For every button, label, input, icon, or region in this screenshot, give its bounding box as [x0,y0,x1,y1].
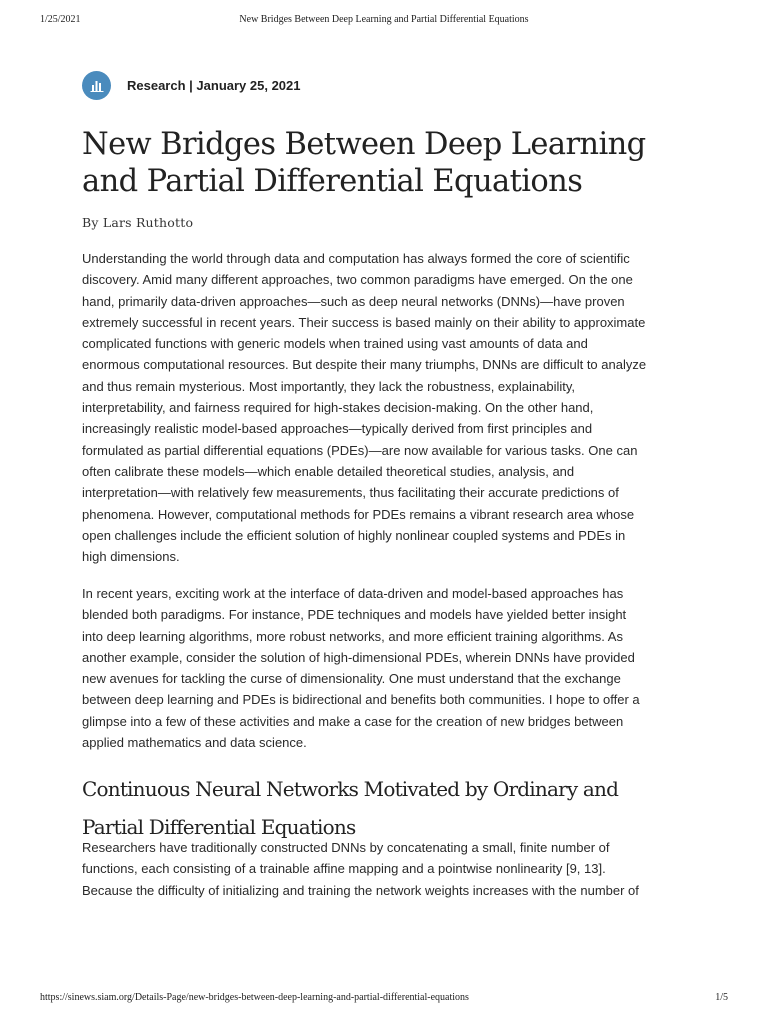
text-line: Researchers have traditionally constructed DNNs by concatenating a small, finite number of [82,840,610,855]
text-line: functions, each consisting of a trainable affine mapping and a pointwise nonlinearity [9, 13]. [82,861,606,877]
text-line: glimpse into a few of these activities and make a case for the creation of new bridges between [82,713,624,729]
text-line: often calibrate these models—which enable detailed theoretical studies, analysis, and [82,463,575,479]
text-line: Because the difficulty of initializing and training the network weights increases with the number of [82,882,639,898]
text-line: formulated as partial differential equations (PDEs)—are now available for various tasks. One can [82,442,638,458]
article-title: New Bridges Between Deep Learning and Partial Differential Equations [82,127,646,199]
category-and-date [127,78,301,93]
text-line: increasingly realistic model-based approaches—typically derived from first principles and [82,421,593,437]
text-line: into deep learning algorithms, more robust networks, and more efficient training algorithms. As [82,628,623,644]
byline: By Lars Ruthotto [82,215,194,230]
publish-date: January 25, 2021 [196,78,301,93]
category-link[interactable]: Research [127,78,186,93]
page-number: 1/5 [715,992,728,1003]
text-line: open challenges include the efficient solution of highly nonlinear coupled systems and PDEs in [82,527,626,543]
print-page-title: New Bridges Between Deep Learning and Partial Differential Equations [239,14,529,25]
print-header [40,14,728,28]
text-line: Partial Differential Equations [82,815,356,839]
text-line: enormous computational resources. But despite their many triumphs, DNNs are difficult to analyze [82,357,647,373]
text-line: phenomena. However, computational methods for PDEs remains a vibrant research area whose [82,506,635,522]
print-footer [40,992,728,1006]
bar-chart-icon [82,71,111,100]
text-line: interpretability, and fairness required for high-stakes decision-making. On the other hand, [82,400,594,416]
print-url: https://sinews.siam.org/Details-Page/new-bridges-between-deep-learning-and-partial-differential-equations [40,992,469,1003]
article-meta [82,71,301,100]
text-line: high dimensions. [82,549,180,565]
text-line: another example, consider the solution of high-dimensional PDEs, wherein DNNs have provided [82,649,635,665]
text-line: hand, primarily data-driven approaches—such as deep neural networks (DNNs)—have proven [82,293,625,309]
text-line: extremely successful in recent years. Their success is based mainly on their ability to approximate [82,314,646,330]
text-line: complicated functions with generic models when trained using vast amounts of data and [82,336,588,352]
text-line: applied mathematics and data science. [82,735,307,751]
text-line: In recent years, exciting work at the interface of data-driven and model-based approaches has [82,586,624,601]
text-line: Continuous Neural Networks Motivated by Ordinary and [82,777,619,801]
paragraph-3 [82,837,692,901]
paragraph-1 [82,248,692,567]
text-line: and thus remain mysterious. Most importantly, they lack the robustness, explainability, [82,378,576,394]
text-line: blended both paradigms. For instance, PDE techniques and models have yielded better insight [82,607,627,623]
text-line: between deep learning and PDEs is bidirectional and benefits both communities. I hope to offer a [82,692,640,708]
meta-separator: | [185,78,197,93]
text-line: discovery. Amid many different approaches, two common paradigms have emerged. On the one [82,272,633,288]
paragraph-2 [82,583,692,753]
section-heading [82,770,702,846]
text-line: new avenues for tackling the curse of dimensionality. One must understand that the exchange [82,671,621,687]
text-line: Understanding the world through data and computation has always formed the core of scientific [82,251,630,266]
text-line: interpretation—with relatively few measurements, thus facilitating their accurate predictions of [82,485,619,501]
print-date: 1/25/2021 [40,14,81,25]
